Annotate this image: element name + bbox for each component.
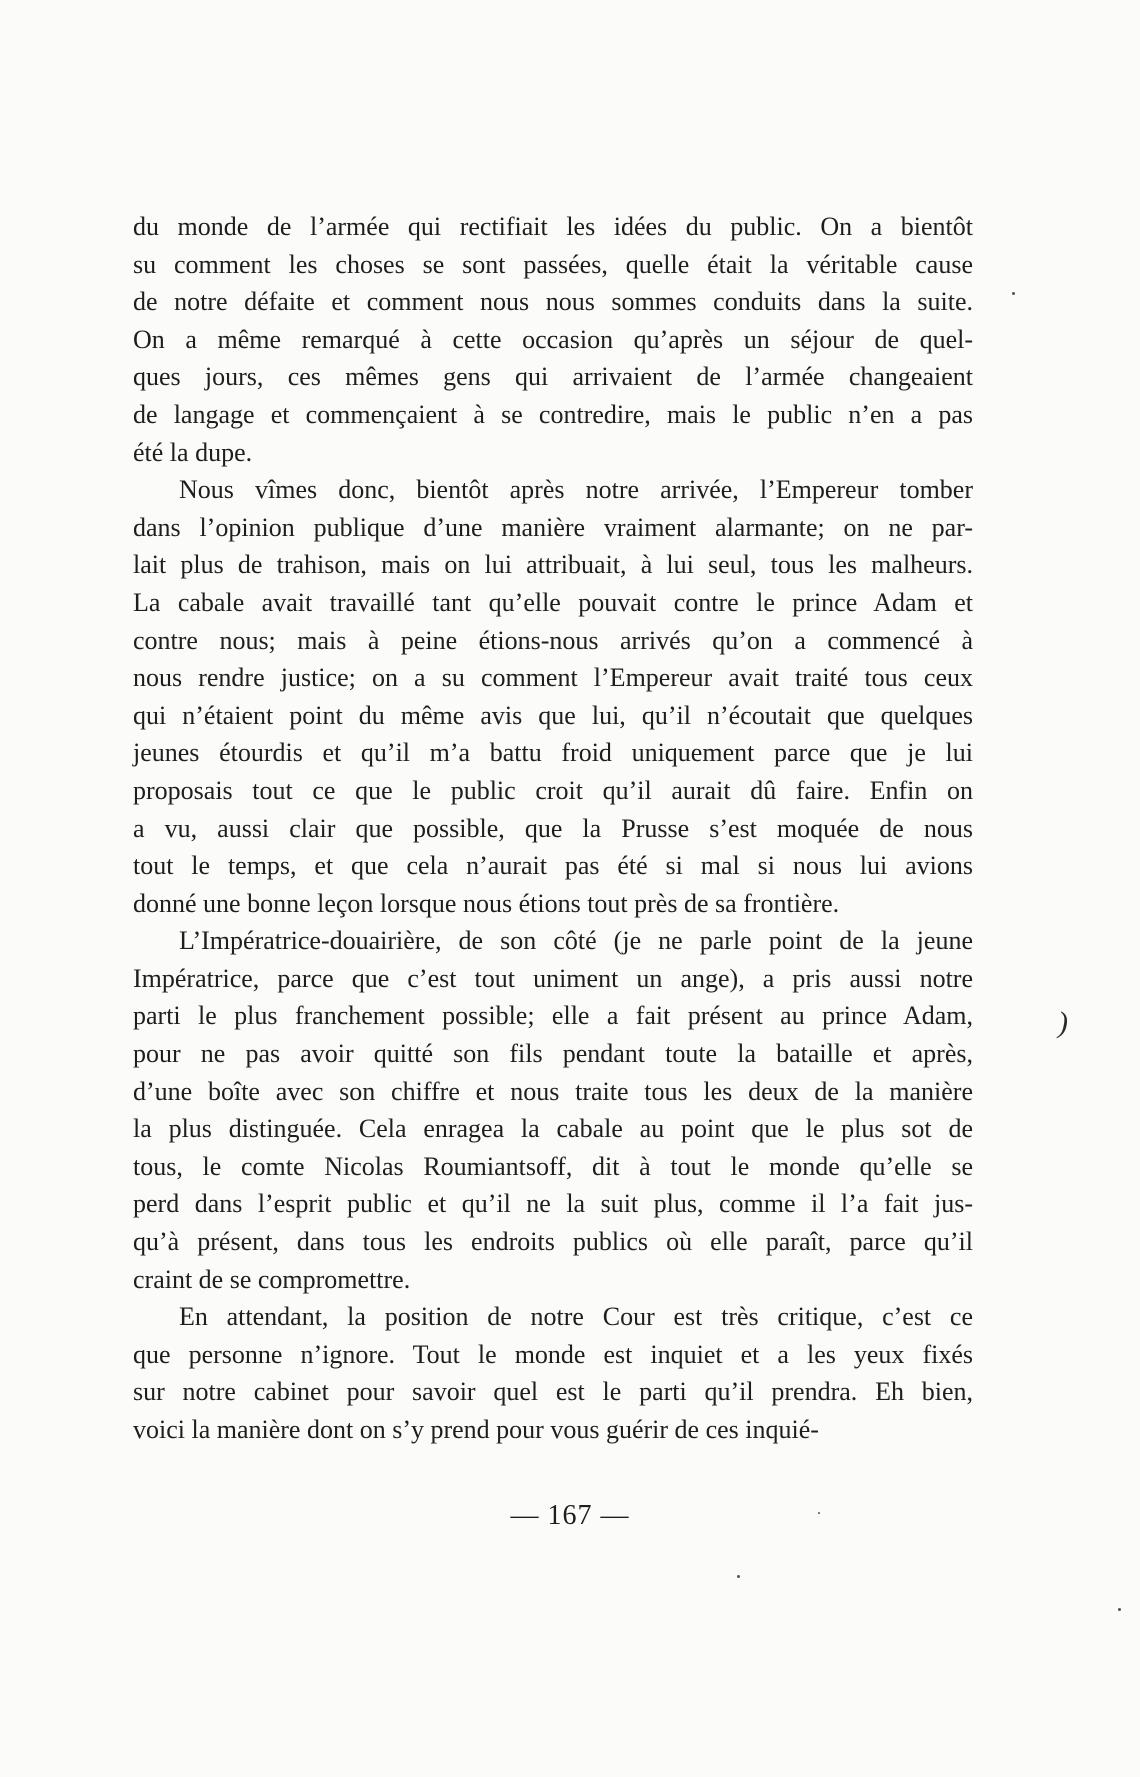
text-line: nous rendre justice; on a su comment l’Empereur avait traité tous ceux xyxy=(133,663,973,693)
text-line: pour ne pas avoir quitté son fils pendant toute la bataille et après, xyxy=(133,1039,973,1069)
text-line: qu’à présent, dans tous les endroits publics où elle paraît, parce qu’il xyxy=(133,1227,973,1257)
text-line: lait plus de trahison, mais on lui attribuait, à lui seul, tous les malheurs. xyxy=(133,550,973,580)
text-line: La cabale avait travaillé tant qu’elle pouvait contre le prince Adam et xyxy=(133,587,973,617)
text-line: d’une boîte avec son chiffre et nous traite tous les deux de la manière xyxy=(133,1076,973,1106)
text-line: de langage et commençaient à se contredire, mais le public n’en a pas xyxy=(133,399,973,429)
page-number: — 167 — xyxy=(510,1500,630,1531)
text-line: su comment les choses se sont passées, quelle était la véritable cause xyxy=(133,249,973,279)
speck xyxy=(818,1512,820,1514)
text-line: été la dupe. xyxy=(133,437,253,467)
text-line: perd dans l’esprit public et qu’il ne la suit plus, comme il l’a fait jus- xyxy=(133,1189,973,1219)
text-line: contre nous; mais à peine étions-nous arrivés qu’on a commencé à xyxy=(133,625,973,655)
body-text xyxy=(133,208,973,1449)
text-line: la plus distinguée. Cela enragea la cabale au point que le plus sot de xyxy=(133,1114,973,1144)
text-line: qui n’étaient point du même avis que lui, qu’il n’écoutait que quelques xyxy=(133,700,973,730)
margin-mark: ) xyxy=(1058,1006,1068,1039)
text-line: de notre défaite et comment nous nous sommes conduits dans la suite. xyxy=(133,287,973,317)
paragraph xyxy=(133,1298,973,1448)
text-line: Nous vîmes donc, bientôt après notre arrivée, l’Empereur tomber xyxy=(179,475,973,505)
speck xyxy=(1118,1608,1121,1611)
text-line: sur notre cabinet pour savoir quel est le parti qu’il prendra. Eh bien, xyxy=(133,1377,973,1407)
paragraph xyxy=(133,471,973,922)
paragraph xyxy=(133,922,973,1298)
speck xyxy=(737,1575,740,1578)
text-line: a vu, aussi clair que possible, que la Prusse s’est moquée de nous xyxy=(133,813,973,843)
text-line: dans l’opinion publique d’une manière vraiment alarmante; on ne par- xyxy=(133,512,973,542)
text-line: que personne n’ignore. Tout le monde est inquiet et a les yeux fixés xyxy=(133,1339,973,1369)
text-line: On a même remarqué à cette occasion qu’après un séjour de quel- xyxy=(133,324,973,354)
text-line: du monde de l’armée qui rectifiait les idées du public. On a bientôt xyxy=(133,212,973,241)
text-line: Impératrice, parce que c’est tout uniment un ange), a pris aussi notre xyxy=(133,963,973,993)
text-line: donné une bonne leçon lorsque nous étions tout près de sa frontière. xyxy=(133,888,840,918)
text-line: En attendant, la position de notre Cour est très critique, c’est ce xyxy=(179,1302,973,1332)
text-line: craint de se compromettre. xyxy=(133,1264,411,1294)
text-line: L’Impératrice-douairière, de son côté (je ne parle point de la jeune xyxy=(179,926,973,956)
text-line: ques jours, ces mêmes gens qui arrivaient de l’armée changeaient xyxy=(133,362,973,392)
text-line: tout le temps, et que cela n’aurait pas été si mal si nous lui avions xyxy=(133,851,973,881)
text-line: tous, le comte Nicolas Roumiantsoff, dit à tout le monde qu’elle se xyxy=(133,1151,973,1181)
speck xyxy=(1012,292,1015,295)
text-line: parti le plus franchement possible; elle a fait présent au prince Adam, xyxy=(133,1001,973,1031)
text-line: jeunes étourdis et qu’il m’a battu froid uniquement parce que je lui xyxy=(133,738,973,768)
paragraph xyxy=(133,208,973,471)
text-line: proposais tout ce que le public croit qu’il aurait dû faire. Enfin on xyxy=(133,775,973,805)
text-line: voici la manière dont on s’y prend pour vous guérir de ces inquié- xyxy=(133,1415,819,1444)
